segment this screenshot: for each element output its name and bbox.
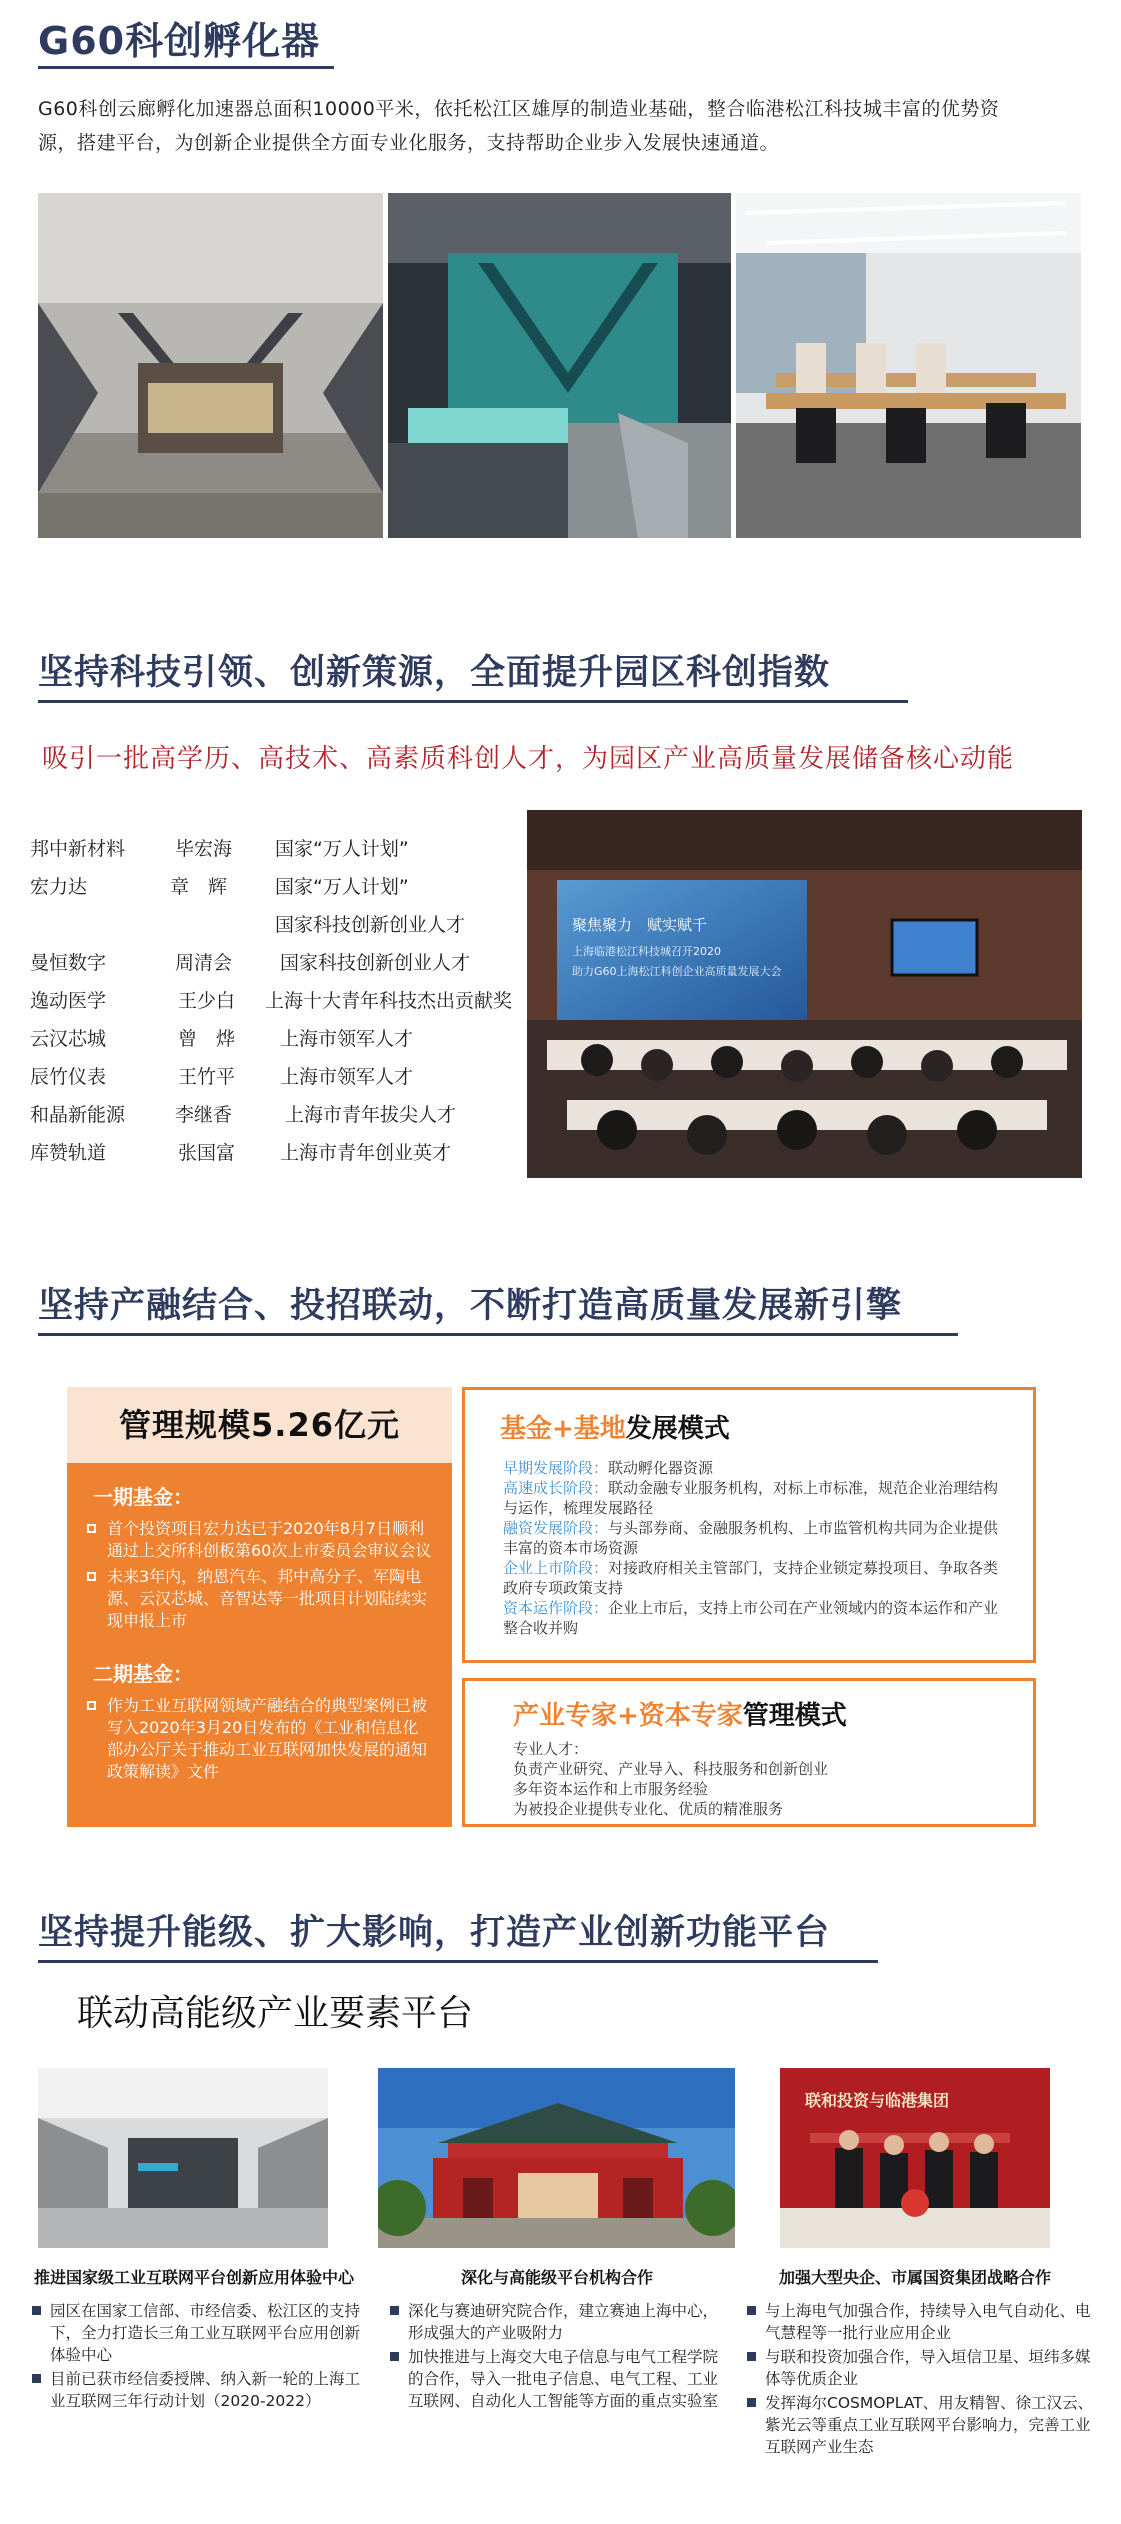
- column1-bullet: 园区在国家工信部、市经信委、松江区的支持下，全力打造长三角工业互联网平台应用创新体验中心: [30, 2300, 370, 2366]
- fund1-label: 一期基金：: [93, 1485, 193, 1509]
- section2-title: 坚持科技引领、创新策源，全面提升园区科创指数: [38, 653, 831, 693]
- expert-model-title: 产业专家+资本专家管理模式: [513, 1701, 847, 1731]
- fund-base-model-box: [462, 1387, 1036, 1663]
- fund1-bullet: 未来3年内，纳恩汽车、邦中高分子、军陶电源、云汉芯城、音智达等一批项目计划陆续实现申报上市: [85, 1566, 434, 1632]
- screen-text-2: 上海临港松江科技城召开2020: [572, 945, 721, 958]
- fund2-label: 二期基金：: [93, 1662, 193, 1686]
- column2-bullet: 深化与赛迪研究院合作，建立赛迪上海中心，形成强大的产业吸附力: [388, 2300, 718, 2344]
- section2-subtitle: 吸引一批高学历、高技术、高素质科创人才，为园区产业高质量发展储备核心动能: [42, 744, 1015, 774]
- column3-bullet: 发挥海尔COSMOPLAT、用友精智、徐工汉云、紫光云等重点工业互联网平台影响力，完善工业互联网产业生态: [745, 2392, 1095, 2458]
- column2-caption: 深化与高能级平台机构合作: [460, 2268, 653, 2287]
- section4-title-rule: [38, 1960, 878, 1963]
- column3-bullet: 与联和投资加强合作，导入垣信卫星、垣纬多媒体等优质企业: [745, 2346, 1095, 2390]
- section4-subtitle: 联动高能级产业要素平台: [77, 1993, 474, 2034]
- section2-title-rule: [38, 700, 908, 703]
- fund1-bullet: 首个投资项目宏力达已于2020年8月7日顺利通过上交所科创板第60次上市委员会审议会议: [85, 1518, 434, 1562]
- column3-bullets: [745, 2300, 1095, 2458]
- section3-title: 坚持产融结合、投招联动，不断打造高质量发展新引擎: [38, 1286, 903, 1326]
- photo-conference: [527, 810, 1082, 1178]
- column1-bullet: 目前已获市经信委授牌、纳入新一轮的上海工业互联网三年行动计划（2020-2022）: [30, 2368, 370, 2412]
- stage-item: 高速成长阶段：联动金融专业服务机构，对标上市标准，规范企业治理结构与运作，梳理发展路径: [503, 1479, 999, 1517]
- column3-caption: 加强大型央企、市属国资集团战略合作: [778, 2268, 1051, 2287]
- stage-item: 企业上市阶段：对接政府相关主管部门，支持企业锁定募投项目、争取各类政府专项政策支持: [503, 1559, 999, 1597]
- section4-title: 坚持提升能级、扩大影响，打造产业创新功能平台: [38, 1913, 831, 1953]
- stage-item: 早期发展阶段：联动孵化器资源: [503, 1459, 714, 1477]
- stage-item: 资本运作阶段：企业上市后，支持上市公司在产业领域内的资本运作和产业整合收并购: [503, 1599, 999, 1637]
- stage-item: 融资发展阶段：与头部券商、金融服务机构、上市监管机构共同为企业提供丰富的资本市场资源: [503, 1519, 999, 1557]
- expert-model-lines: 专业人才： 负责产业研究、产业导入、科技服务和创新创业 多年资本运作和上市服务经验 为被投企业提供专业化、优质的精准服务: [513, 1740, 829, 1818]
- photo-signing-ceremony: [780, 2068, 1050, 2248]
- photo-incubator-entrance: [38, 193, 383, 538]
- screen-text-3: 助力G60上海松江科创企业高质量发展大会: [572, 965, 782, 978]
- photo-university-gate: [378, 2068, 735, 2248]
- section1-description: G60科创云廊孵化加速器总面积10000平米，依托松江区雄厚的制造业基础，整合临港松江科技城丰富的优势资 源，搭建平台，为创新企业提供全方面专业化服务，支持帮助企业步入发展快速通道。: [38, 98, 1000, 154]
- section1-title: G60科创孵化器: [38, 19, 321, 63]
- section3-title-rule: [38, 1333, 958, 1336]
- photo-incubator-lobby: [388, 193, 731, 538]
- column1-caption: 推进国家级工业互联网平台创新应用体验中心: [33, 2268, 354, 2287]
- fund2-bullet: 作为工业互联网领域产融结合的典型案例已被写入2020年3月20日发布的《工业和信息化部办公厅关于推动工业互联网加快发展的通知政策解读》文件: [85, 1695, 434, 1783]
- photo-experience-center: [38, 2068, 328, 2248]
- column1-bullets: [30, 2300, 370, 2412]
- column3-bullet: 与上海电气加强合作，持续导入电气自动化、电气慧程等一批行业应用企业: [745, 2300, 1095, 2344]
- column2-bullet: 加快推进与上海交大电子信息与电气工程学院的合作，导入一批电子信息、电气工程、工业互联网、自动化人工智能等方面的重点实验室: [388, 2346, 718, 2412]
- stage-list: [503, 1458, 1013, 1638]
- banner-text: 联和投资与临港集团: [805, 2091, 950, 2110]
- expert-model-box: [462, 1678, 1036, 1827]
- fund-panel: [67, 1387, 452, 1827]
- management-scale: 管理规模5.26亿元: [67, 1387, 452, 1463]
- section1-title-rule: [38, 66, 334, 69]
- column2-bullets: [388, 2300, 718, 2412]
- fund-base-model-title: 基金+基地发展模式: [500, 1414, 730, 1444]
- photo-coworking-office: [736, 193, 1081, 538]
- talent-list: 邦中新材料 毕宏海 国家“万人计划” 宏力达 章 辉 国家“万人计划” 国家科技创新创业人才 曼恒数字 周清会 国家科技创新创业人才 逸动医学 王少白 上海十大青年科技杰出贡献奖 云汉芯城 曾 烨 上海市领军人才 辰竹仪表 王竹平 上海市领军人才 和晶新能源 李继香 上海市青年拔尖人才 库赞轨道 张国富 上海市青年创业英才: [30, 838, 513, 1164]
- screen-text-1: 聚焦聚力 赋实赋千: [572, 916, 708, 934]
